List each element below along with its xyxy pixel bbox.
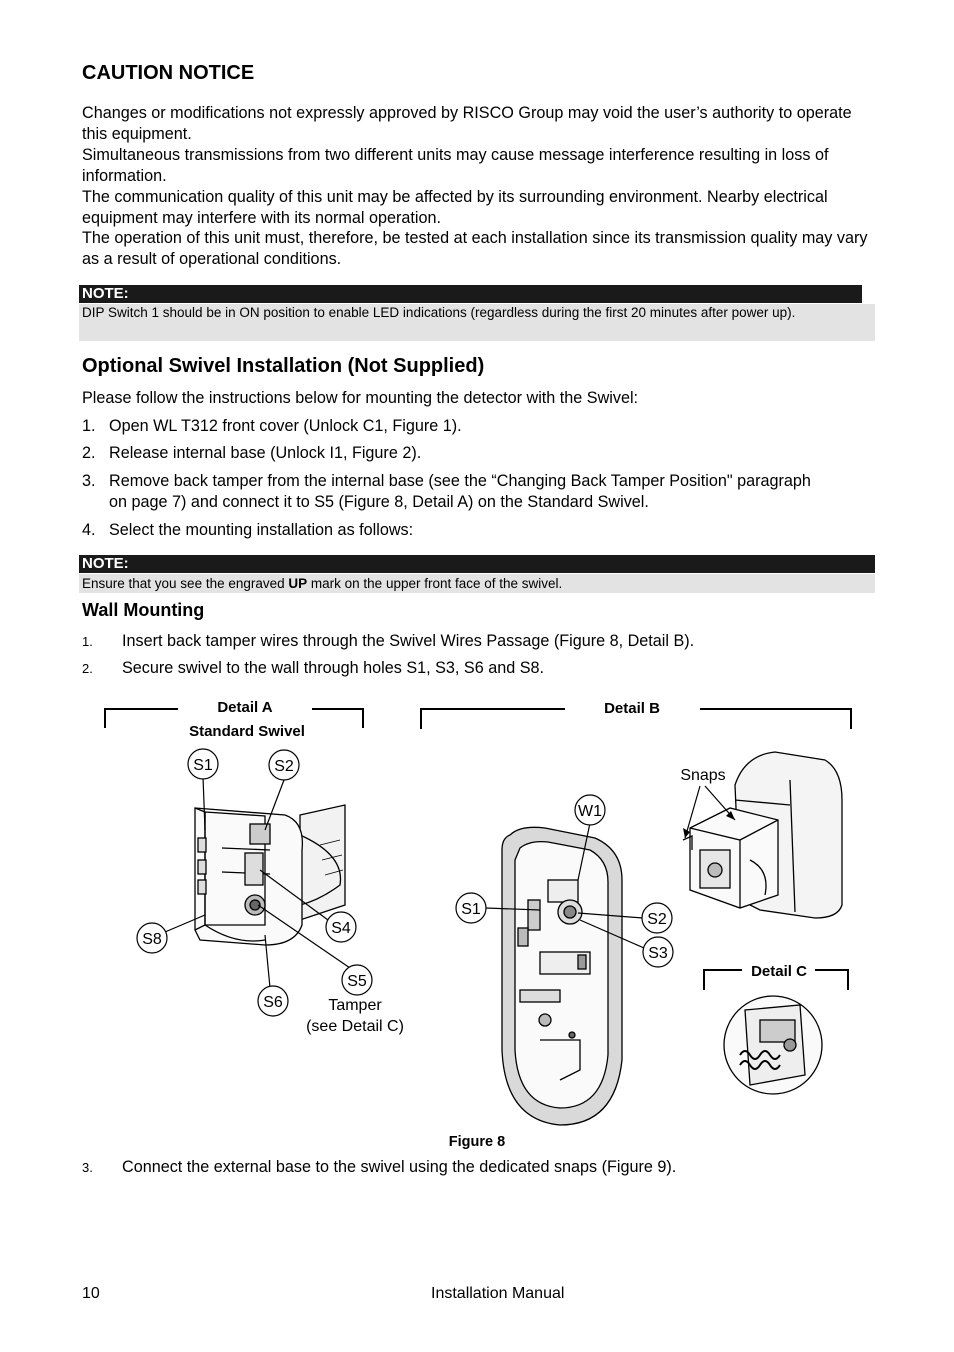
list-item [82,658,544,680]
list-number: 3. [82,472,96,490]
list-number: 2. [82,661,93,676]
caution-paragraph: Changes or modifications not expressly approved by RISCO Group may void the user’s authority to operate this equipment. [82,104,852,143]
callout-s3: S3 [648,945,668,962]
tamper-detail-drawing [724,996,822,1094]
callout-s6: S6 [263,994,283,1011]
figure-caption: Figure 8 [448,1134,506,1150]
list-text: Remove back tamper from the internal base (see the “Changing Back Tamper Position" paragraph on page 7) and connect it to S5 (Figure 8, Detail A) on the Standard Swivel. [109,472,811,511]
callout-w1: W1 [578,803,602,820]
caution-title: CAUTION NOTICE [82,62,255,84]
list-text: Secure swivel to the wall through holes S1, S3, S6 and S8. [122,659,545,677]
detail-c-label: Detail C [751,963,807,980]
callout-s2-b: S2 [647,911,667,928]
list-text: Release internal base (Unlock I1, Figure 2). [109,444,422,462]
caution-paragraph: The operation of this unit must, therefore, be tested at each installation since its transmission quality may vary as a result of operational conditions. [82,229,868,268]
list-number: 1. [82,634,93,649]
list-item [82,443,421,464]
list-item [82,631,694,653]
note-text: Ensure that you see the engraved [82,576,289,591]
wall-mounting-title: Wall Mounting [82,600,205,620]
callout-s2: S2 [274,758,294,775]
swivel-section-title: Optional Swivel Installation (Not Supplied) [82,355,485,377]
note-heading: NOTE: [79,285,862,303]
note-body: DIP Switch 1 should be in ON position to enable LED indications (regardless during the first 20 minutes after power up). [79,304,875,341]
caution-paragraph: The communication quality of this unit may be affected by its surrounding environment. Nearby electrical equipment may interfere with its normal operation. [82,188,828,227]
list-text: Insert back tamper wires through the Swivel Wires Passage (Figure 8, Detail B). [122,632,695,650]
see-detail-c-label: (see Detail C) [306,1018,404,1035]
list-number: 3. [82,1160,93,1175]
note-heading: NOTE: [79,555,875,573]
footer-title: Installation Manual [431,1285,565,1302]
snaps-label: Snaps [680,767,726,784]
list-item [82,471,822,513]
swivel-intro: Please follow the instructions below for mounting the detector with the Swivel: [82,389,639,407]
list-item [82,416,462,437]
figure-8 [0,690,954,1160]
list-text: Select the mounting installation as follows: [109,521,414,539]
tamper-label: Tamper [328,997,382,1014]
detail-b-label: Detail B [604,700,660,717]
list-text: Connect the external base to the swivel using the dedicated snaps (Figure 9). [122,1158,677,1176]
callout-s1: S1 [193,757,213,774]
list-number: 1. [82,417,96,435]
detail-a-sublabel: Standard Swivel [189,723,305,740]
page-number: 10 [82,1285,100,1302]
list-item [82,1157,676,1179]
callout-s1-b: S1 [461,901,481,918]
standard-swivel-drawing [195,805,345,945]
list-item [82,520,413,541]
list-text: Open WL T312 front cover (Unlock C1, Figure 1). [109,417,462,435]
note-emphasis: UP [288,576,308,591]
list-number: 4. [82,521,96,539]
note-body [79,574,875,593]
caution-paragraph: Simultaneous transmissions from two different units may cause message interference resulting in loss of information. [82,146,829,185]
callout-s5: S5 [347,973,367,990]
swivel-internal-drawing [502,827,622,1125]
detail-a-label: Detail A [217,699,273,716]
note-text: mark on the upper front face of the swivel. [307,576,563,591]
callout-s4: S4 [331,920,351,937]
callout-s8: S8 [142,931,162,948]
list-number: 2. [82,444,96,462]
